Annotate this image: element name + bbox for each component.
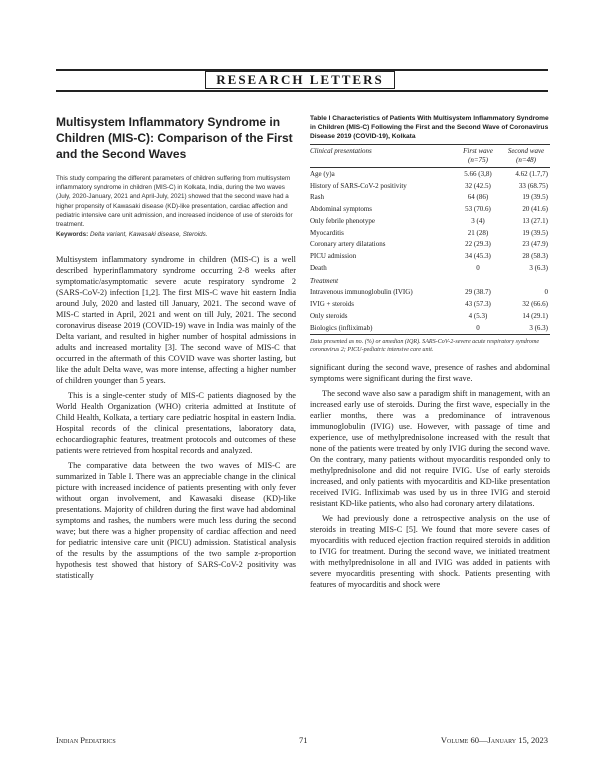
cell-label: Age (y)a: [310, 169, 335, 178]
cell-label: Rash: [310, 193, 324, 202]
volume-date: Volume 60—January 15, 2023: [440, 735, 548, 745]
cell-label: Only febrile phenotype: [310, 216, 375, 225]
table-row: [310, 287, 550, 299]
table-row: [310, 192, 550, 204]
keywords-list: Delta variant, Kawasaki disease, Steroids.: [89, 231, 208, 239]
cell-first-wave: 4 (5.3): [468, 311, 488, 320]
keywords: [56, 230, 296, 239]
table-row: [310, 168, 550, 180]
cell-first-wave: 3 (4): [471, 216, 485, 225]
cell-first-wave: 21 (28): [467, 228, 489, 237]
table-footnote: Data presented as no. (%) or amedian (IQR). SARS-CoV-2-severe acute respiratory syndrome coronavirus 2; PICU-pediatric intensive care unit.: [310, 339, 540, 354]
table-section-row: [310, 275, 550, 288]
cell-label: Biologics (infliximab): [310, 322, 454, 334]
paragraph: We had previously done a retrospective analysis on the use of steroids in treating MIS-C [5]. We found that more severe cases of myocarditis with reduced ejection fraction required steroids in addition to IVIG for treatment. During the second wave, we initiated treatment with methylprednisolone in all and IVIG was added in patients with severe myocarditis presenting with shock. Patients presenting with features of myocarditis and shock were: [310, 514, 550, 590]
table-row: [310, 204, 550, 216]
header-clinical: Clinical presentations: [310, 145, 454, 168]
left-column: [56, 110, 296, 585]
header-second-wave: [502, 145, 550, 168]
table-row: [310, 322, 550, 334]
table-row: [310, 180, 550, 192]
cell-first-wave: 64 (86): [467, 193, 489, 202]
cell-second-wave: 13 (27.1): [522, 216, 548, 225]
cell-first-wave: 5.66 (3,8): [464, 169, 492, 178]
cell-first-wave: 34 (45.3): [465, 252, 491, 261]
table-body: [310, 168, 550, 335]
cell-label: Death: [310, 264, 327, 273]
cell-first-wave: 22 (29.3): [465, 240, 491, 249]
cell-label: History of SARS-CoV-2 positivity: [310, 181, 407, 190]
section-header: [0, 71, 600, 89]
paragraph: The comparative data between the two waves of MIS-C are summarized in Table I. There was an appreciable change in the clinical picture with increased incidence of patients presenting with only fever without organ involvement, and Kawasaki disease (KD)-like presentations. Majority of children during the first wave had abdominal symptoms and rashes, the numbers were much less during the second wave; but there was a higher propensity of cardiac affection and need for pediatric intensive care unit (PICU) admission. Statistical analysis of the results by the assumptions of the two sample z-proportion hypothesis test showed that history of SARS-CoV-2 positivity was statistically: [56, 461, 296, 581]
cell-second-wave: 33 (68.75): [518, 181, 548, 190]
cell-first-wave: 0: [454, 322, 502, 334]
cell-label: Coronary artery dilatations: [310, 240, 386, 249]
cell-first-wave: 53 (70.6): [465, 205, 491, 214]
cell-second-wave: 3 (6.3): [502, 322, 550, 334]
right-body-text: [310, 362, 550, 590]
cell-second-wave: 20 (41.6): [522, 205, 548, 214]
cell-second-wave: 14 (29.1): [522, 311, 548, 320]
cell-label: Intravenous immunoglobulin (IVIG): [310, 288, 413, 297]
right-column: [310, 110, 550, 594]
cell-second-wave: 23 (47.9): [522, 240, 548, 249]
keywords-label: Keywords:: [56, 231, 89, 239]
cell-first-wave: 43 (57.3): [465, 300, 491, 309]
table-row: [310, 239, 550, 251]
treatment-section-label: Treatment: [310, 276, 339, 285]
cell-second-wave: 19 (39.5): [522, 193, 548, 202]
header-second-wave-label: Second wave: [507, 147, 545, 155]
cell-first-wave: 32 (42.5): [465, 181, 491, 190]
table-row: [310, 227, 550, 239]
journal-name: Indian Pediatrics: [56, 735, 116, 745]
header-first-wave: [454, 145, 502, 168]
cell-first-wave: 29 (38.7): [465, 288, 491, 297]
left-body-text: [56, 254, 296, 581]
abstract: This study comparing the different parameters of children suffering from multisystem inflammatory syndrome in children (MIS-C) in Kolkata, India, during the two waves (July, 2020-January, 2021 and April-July, 2021) showed that the second wave had a higher propensity of Kawasaki disease (KD)-like presentation, cardiac affection and pediatric intensive care unit admission, and increased incidence of use of steroids for treatment.: [56, 175, 293, 229]
cell-label: Abdominal symptoms: [310, 205, 373, 214]
header-rule-bottom: [56, 90, 548, 92]
header-second-wave-n: (n=48): [516, 156, 536, 165]
paragraph: This is a single-center study of MIS-C patients diagnosed by the World Health Organization (WHO) criteria admitted at Institute of Child Health, Kolkata, a tertiary care pediatric hospital in eastern India. Hospital records of the clinical presentations, laboratory data, echocardiographic features, treatment protocols and outcomes of these patients were retrieved from hospital records and analyzed.: [56, 391, 296, 456]
cell-second-wave: 32 (66.6): [522, 300, 548, 309]
cell-second-wave: 19 (39.5): [522, 228, 548, 237]
cell-label: PICU admission: [310, 252, 357, 261]
table-header-row: [310, 145, 550, 168]
table-row: [310, 216, 550, 228]
header-first-wave-label: First wave: [463, 147, 493, 155]
cell-second-wave: 4.62 (1.7,7): [515, 169, 548, 178]
paragraph: The second wave also saw a paradigm shift in management, with an increased early use of steroids. During the first wave, especially in the earlier months, there was a predominance of intravenous immunoglobulin (IVIG) use. However, with passage of time and experience, use of methylprednisolone increased with the result that none of the patients were treated by only IVIG during the second wave. On the contrary, many patients without myocarditis responded only to methylprednisolone and did not require IVIG. Use of early steroids increased, and only patients with myocarditis and KD-like presentation received IVIG. Infliximab was used by us in three IVIG and steroid resistant KD-like patients, who also had coronary artery dilatations.: [310, 389, 550, 509]
table-row: [310, 251, 550, 263]
paragraph: significant during the second wave, presence of rashes and abdominal symptoms were significant during the first wave.: [310, 363, 550, 384]
cell-second-wave: 3 (6.3): [529, 264, 548, 273]
cell-first-wave: 0: [476, 264, 480, 273]
table-row: [310, 299, 550, 311]
header-first-wave-n: (n=75): [468, 156, 488, 165]
table-title: Table I Characteristics of Patients With Multisystem Inflammatory Syndrome in Children (MIS-C) Following the First and the Second Wave of Coronavirus Disease 2019 (COVID-19), Kolkata: [310, 115, 549, 140]
characteristics-table: [310, 144, 550, 335]
section-label: RESEARCH LETTERS: [205, 71, 394, 89]
article-title: Multisystem Inflammatory Syndrome in Children (MIS-C): Comparison of the First and the Second Waves: [56, 115, 293, 161]
cell-label: Only steroids: [310, 311, 348, 320]
cell-label: IVIG + steroids: [310, 300, 354, 309]
paragraph: Multisystem inflammatory syndrome in children (MIS-C) is a well described hyperinflammatory syndrome occurring 2-8 weeks after symptomatic/asymptomatic severe acute respiratory syndrome 2 (SARS-CoV-2) infection [1,2]. The first MIS-C wave hit eastern India around July, 2020 and lasted till January, 2021. The second wave of MIS-C started in April, 2021 and went on till July, 2021. The second coronavirus disease 2019 (COVID-19) wave in India was mainly of the Delta variant, and resulted in higher number of hospital admissions in adults and increased mortality [3]. The second wave of MIS-C that occurred in the aftermath of this COVID wave was shorter lasting, but like the adult Delta wave, was more intense, affecting a higher number of children younger than 5 years.: [56, 255, 296, 386]
table-row: [310, 311, 550, 323]
cell-second-wave: 28 (58.3): [522, 252, 548, 261]
cell-label: Myocarditis: [310, 228, 344, 237]
table-row: [310, 263, 550, 275]
page-number: 71: [299, 735, 308, 745]
cell-second-wave: 0: [544, 288, 548, 297]
